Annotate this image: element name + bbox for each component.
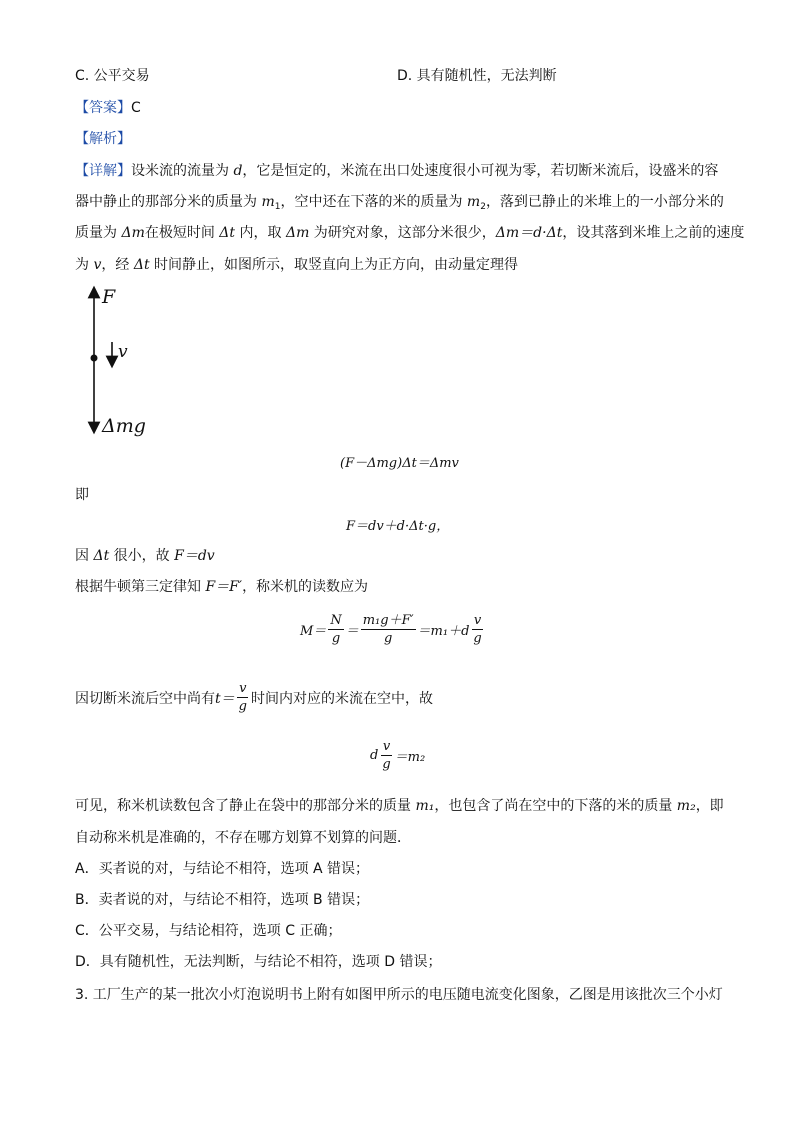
text-run: 质量为 bbox=[75, 225, 122, 241]
line-cut-off bbox=[75, 680, 433, 715]
text-run: 根据牛顿第三定律知 bbox=[75, 579, 206, 595]
text-run: ，落到已静止的米堆上的一小部分米的 bbox=[485, 194, 724, 210]
text-run: ，也包含了尚在空中的下落的米的质量 bbox=[434, 798, 677, 814]
fraction bbox=[237, 680, 249, 715]
var-m1: m₁ bbox=[415, 798, 435, 814]
text-run: 为 bbox=[75, 257, 94, 273]
var-d: d bbox=[233, 163, 243, 179]
equation-air-mass bbox=[370, 738, 425, 773]
detail-tag: 【详解】 bbox=[75, 163, 131, 179]
answer-value: C bbox=[131, 100, 141, 116]
text-run: ，它是恒定的，米流在出口处速度很小可视为零，若切断米流后，设盛米的容 bbox=[242, 163, 719, 179]
conclusion-line-2: 自动称米机是准确的，不存在哪方划算不划算的问题． bbox=[75, 830, 411, 846]
text-run: 时间内对应的米流在空中，故 bbox=[250, 690, 433, 707]
detail-line-2 bbox=[75, 192, 724, 217]
text-run: 因切断米流后空中尚有 bbox=[75, 690, 215, 707]
denominator: g bbox=[473, 631, 482, 646]
option-c: C. 公平交易 bbox=[75, 68, 150, 84]
fraction bbox=[380, 738, 392, 773]
numerator: v bbox=[239, 681, 247, 696]
denominator: g bbox=[382, 757, 391, 772]
fraction bbox=[328, 612, 343, 647]
choice-c: C．公平交易，与结论相符，选项 C 正确； bbox=[75, 923, 342, 939]
label-v: v bbox=[118, 342, 128, 362]
text-run: 内，取 bbox=[235, 225, 286, 241]
text-run: 时间静止，如图所示，取竖直向上为正方向，由动量定理得 bbox=[149, 257, 519, 273]
var-dt: Δt bbox=[93, 548, 110, 564]
fraction bbox=[361, 612, 416, 647]
numerator: N bbox=[330, 613, 342, 628]
numerator: v bbox=[382, 739, 391, 754]
var-d: d bbox=[370, 748, 379, 763]
line-newton bbox=[75, 577, 368, 597]
numerator: v bbox=[473, 613, 482, 628]
conclusion-line-1 bbox=[75, 796, 724, 816]
subscript: 1 bbox=[274, 202, 281, 212]
text-run: 设米流的流量为 bbox=[131, 163, 234, 179]
var-v: v bbox=[93, 257, 102, 273]
text-ji: 即 bbox=[75, 487, 89, 503]
line-small-dt bbox=[75, 546, 215, 566]
question-3: 3. 工厂生产的某一批次小灯泡说明书上附有如图甲所示的电压随电流变化图象，乙图是用该批次三个小灯 bbox=[75, 987, 723, 1003]
eq-rhs: ＝m₁＋d bbox=[417, 624, 470, 639]
text-run: ，空中还在下落的米的质量为 bbox=[280, 194, 467, 210]
text-run: 器中静止的那部分米的质量为 bbox=[75, 194, 262, 210]
subscript: 2 bbox=[480, 202, 486, 212]
choice-a: A．买者说的对，与结论不相符，选项 A 错误； bbox=[75, 861, 370, 877]
var-m2: m₂ bbox=[676, 798, 696, 814]
text-run: 为研究对象，这部分米很少， bbox=[309, 225, 496, 241]
detail-line-4 bbox=[75, 255, 518, 275]
choice-d: D．具有随机性，无法判断，与结论不相符，选项 D 错误； bbox=[75, 954, 442, 970]
text-run: ，设其落到米堆上之前的速度 bbox=[562, 225, 745, 241]
mass-point bbox=[91, 355, 98, 362]
fraction bbox=[471, 612, 483, 647]
eq-rhs: ＝m₂ bbox=[394, 750, 426, 765]
var-m1: m bbox=[261, 194, 275, 210]
label-dmg: Δmg bbox=[102, 415, 146, 437]
denominator: g bbox=[331, 631, 341, 646]
var-dm: Δm bbox=[121, 225, 145, 241]
choice-b: B．卖者说的对，与结论不相符，选项 B 错误； bbox=[75, 892, 370, 908]
var-dm: Δm bbox=[285, 225, 310, 241]
label-f: F bbox=[102, 286, 116, 308]
equation-reading bbox=[300, 612, 486, 647]
text-run: ，称米机的读数应为 bbox=[242, 579, 369, 595]
inline-formula: t＝ bbox=[215, 690, 235, 707]
inline-formula: F＝F′ bbox=[205, 579, 243, 595]
text-run: 在极短时间 bbox=[144, 225, 220, 241]
equals: ＝ bbox=[345, 624, 359, 639]
force-diagram bbox=[80, 282, 190, 442]
eq-lhs: M＝ bbox=[300, 624, 327, 639]
answer-tag: 【答案】 bbox=[75, 100, 131, 116]
inline-formula: Δm＝d·Δt bbox=[495, 225, 563, 241]
equation-force: F＝dv＋d·Δt·g， bbox=[346, 519, 450, 534]
var-dt: Δt bbox=[219, 225, 236, 241]
option-d: D. 具有随机性，无法判断 bbox=[397, 68, 557, 84]
text-run: ，经 bbox=[101, 257, 134, 273]
text-run: ，即 bbox=[695, 798, 724, 814]
detail-line-3 bbox=[75, 223, 744, 243]
equation-momentum: (F－Δmg)Δt＝Δmv bbox=[340, 456, 459, 471]
answer-line bbox=[75, 98, 141, 118]
text-run: 很小，故 bbox=[109, 548, 175, 564]
text-run: 可见，称米机读数包含了静止在袋中的那部分米的质量 bbox=[75, 798, 416, 814]
var-m2: m bbox=[466, 194, 481, 210]
detail-line-1 bbox=[75, 161, 718, 181]
inline-formula: F＝dv bbox=[174, 548, 215, 564]
denominator: g bbox=[238, 699, 247, 714]
numerator: m₁g＋F′ bbox=[362, 613, 414, 628]
var-dt: Δt bbox=[133, 257, 150, 273]
text-run: 因 bbox=[75, 548, 94, 564]
denominator: g bbox=[383, 631, 393, 646]
analysis-tag: 【解析】 bbox=[75, 131, 131, 147]
